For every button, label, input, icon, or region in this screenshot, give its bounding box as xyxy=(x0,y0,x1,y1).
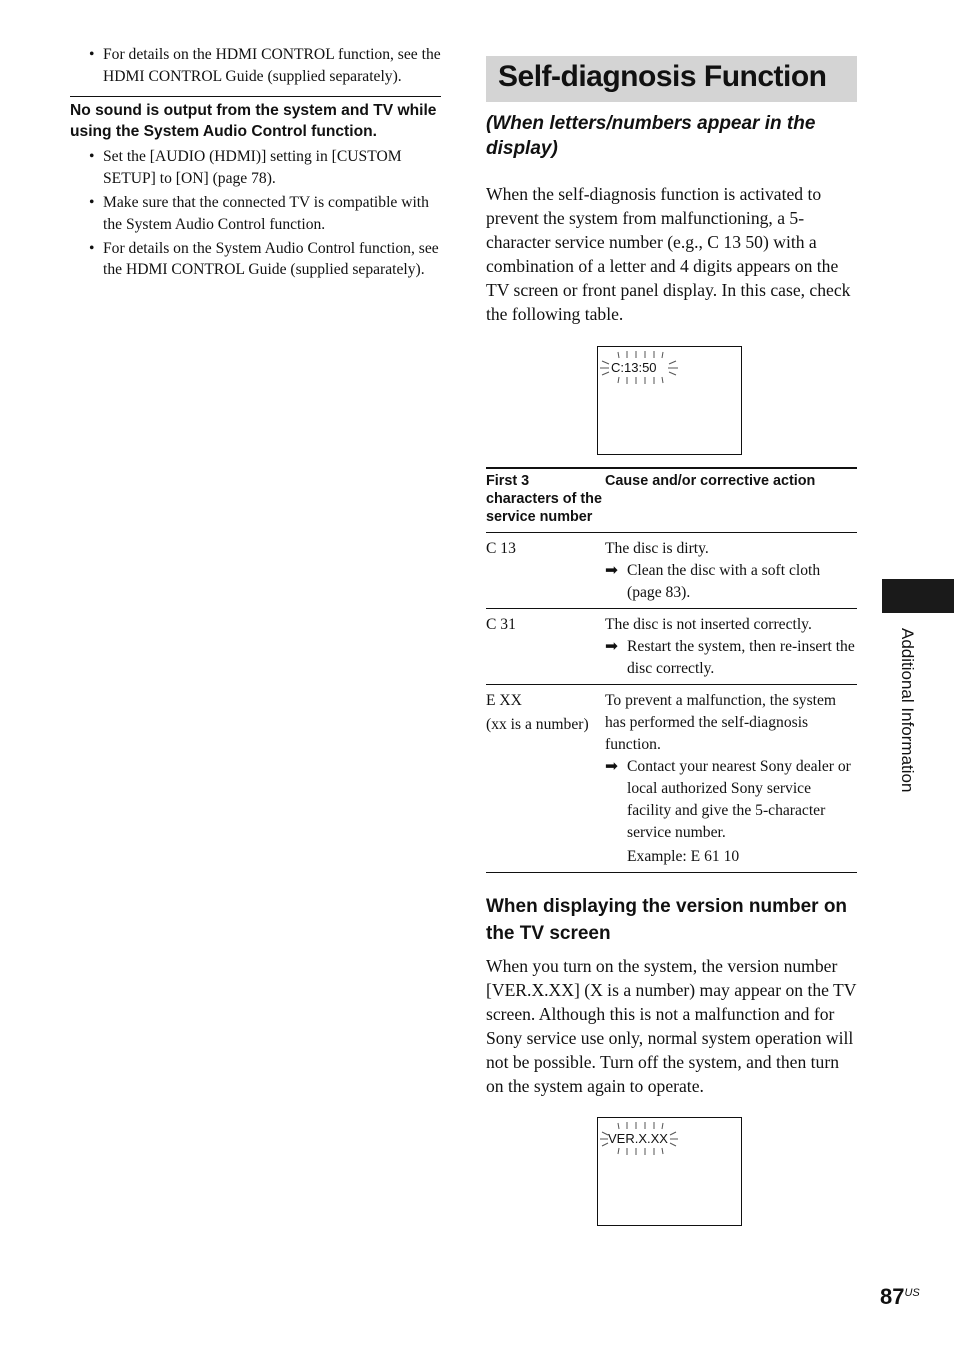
display-text: VER.X.XX xyxy=(608,1131,668,1146)
version-heading: When displaying the version number on the TV screen xyxy=(486,896,848,944)
list-item: • For details on the System Audio Control function, see the HDMI CONTROL Guide (supplied separately). xyxy=(89,239,439,279)
display-text: C:13:50 xyxy=(611,360,657,375)
version-paragraph: When you turn on the system, the version number [VER.X.XX] (X is a number) may appear on the TV screen. Although this is not a malfunction and for Sony service use only, normal system operation will not be possible. Turn off the system, and then turn on the system again to operate. xyxy=(486,956,857,1096)
column-header-action: Cause and/or corrective action xyxy=(605,468,857,533)
divider xyxy=(70,96,441,97)
service-code-table xyxy=(486,467,857,873)
trouble-heading: No sound is output from the system and TV while using the System Audio Control function. xyxy=(70,101,437,140)
code-cell: E XX (xx is a number) xyxy=(486,685,605,873)
arrow-right-icon: ➡ xyxy=(605,638,619,655)
section-subheading: (When letters/numbers appear in the display) xyxy=(486,113,816,159)
code-cell: C 13 xyxy=(486,533,605,609)
action-cell: The disc is dirty. ➡ Clean the disc with a soft cloth (page 83). xyxy=(605,533,857,609)
section-tab-marker xyxy=(882,579,954,613)
table-header-row xyxy=(486,468,857,533)
display-illustration xyxy=(597,1117,742,1226)
section-title: Self-diagnosis Function xyxy=(486,56,857,102)
right-column xyxy=(486,56,857,1226)
intro-paragraph: When the self-diagnosis function is activated to prevent the system from malfunctioning, a 5-character service number (e.g., C 13 50) with a combination of a letter and 4 digits appears on the TV screen or front panel display. In this case, check the following table. xyxy=(486,184,851,324)
table-row xyxy=(486,533,857,609)
action-cell: To prevent a malfunction, the system has performed the self-diagnosis function. ➡ Contact your nearest Sony dealer or local authorized Sony service facility and give the 5-character service number. Example: E 61 10 xyxy=(605,685,857,873)
column-header-code: First 3 characters of the service number xyxy=(486,468,605,533)
hdmi-bullets xyxy=(70,44,441,88)
table-row xyxy=(486,609,857,685)
table-row xyxy=(486,685,857,873)
action-cell: The disc is not inserted correctly. ➡ Restart the system, then re-insert the disc correctly. xyxy=(605,609,857,685)
side-tab-label: Additional Information xyxy=(898,628,917,793)
display-illustration xyxy=(597,346,742,455)
arrow-right-icon: ➡ xyxy=(605,758,619,775)
page-number: $87^{US}$ xyxy=(880,1284,920,1309)
left-column xyxy=(70,44,441,283)
list-item: • For details on the HDMI CONTROL function, see the HDMI CONTROL Guide (supplied separately). xyxy=(89,46,441,85)
arrow-right-icon: ➡ xyxy=(605,562,619,579)
list-item: • Set the [AUDIO (HDMI)] setting in [CUSTOM SETUP] to [ON] (page 78). xyxy=(89,148,402,188)
code-cell: C 31 xyxy=(486,609,605,685)
list-item: • Make sure that the connected TV is compatible with the System Audio Control function. xyxy=(89,194,429,233)
trouble-bullets xyxy=(70,146,441,281)
